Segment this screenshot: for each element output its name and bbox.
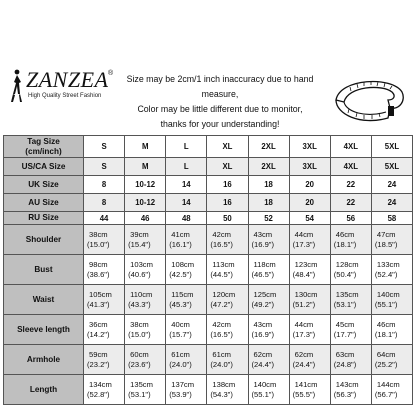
measurement-cell (166, 285, 207, 315)
cm-value: 36cm (89, 319, 108, 329)
cm-value: 110cm (130, 289, 153, 299)
size-cell: 52 (248, 212, 289, 225)
size-chart-table (3, 135, 413, 405)
cm-value: 44cm (294, 319, 314, 329)
measurement-cell (248, 285, 289, 315)
size-cell: XL (207, 158, 248, 176)
cm-value: 43cm (253, 229, 273, 239)
measurement-cell (330, 345, 371, 375)
cm-value: 64cm (376, 349, 396, 359)
size-cell: 2XL (248, 136, 289, 158)
brand-logo (8, 68, 118, 108)
inch-value: (54.3") (210, 389, 233, 399)
measurement-cell (84, 255, 125, 285)
measurement-row (4, 345, 413, 375)
measurement-cell (371, 225, 412, 255)
measurement-notice (116, 72, 324, 132)
inch-value: (24.4") (292, 359, 316, 369)
size-conversion-rows (4, 136, 413, 225)
measurement-cell (166, 255, 207, 285)
measurement-cell (207, 255, 248, 285)
inch-value: (17.3") (292, 239, 316, 249)
cm-value: 120cm (212, 289, 236, 299)
cm-value: 134cm (89, 379, 112, 389)
fashion-model-icon (8, 68, 24, 104)
measurement-cell (207, 315, 248, 345)
inch-value: (45.3") (169, 299, 192, 309)
size-cell: M (125, 136, 166, 158)
size-cell: 24 (371, 176, 412, 194)
measurement-cell (371, 345, 412, 375)
size-cell: 56 (330, 212, 371, 225)
inch-value: (24.0") (210, 359, 233, 369)
cm-value: 98cm (89, 259, 108, 269)
measurement-cell (371, 255, 412, 285)
inch-value: (41.3") (87, 299, 110, 309)
inch-value: (50.4") (333, 269, 357, 279)
row-label: Sleeve length (4, 315, 84, 345)
measurement-row (4, 375, 413, 405)
cm-value: 118cm (253, 259, 276, 269)
row-label: Armhole (4, 345, 84, 375)
cm-value: 63cm (335, 349, 355, 359)
measurement-cell (125, 375, 166, 405)
measuring-tape-icon (330, 70, 410, 130)
size-cell: 44 (84, 212, 125, 225)
cm-value: 46cm (376, 319, 396, 329)
cm-value: 130cm (294, 289, 318, 299)
row-label: UK Size (4, 176, 84, 194)
notice-line: Color may be little different due to monitor, (137, 104, 303, 114)
measurement-cell (289, 285, 330, 315)
cm-value: 133cm (376, 259, 400, 269)
inch-value: (16.1") (169, 239, 192, 249)
row-label: Length (4, 375, 84, 405)
measurement-cell (371, 375, 412, 405)
inch-value: (15.4") (128, 239, 151, 249)
size-cell: 4XL (330, 136, 371, 158)
size-cell: L (166, 136, 207, 158)
size-row (4, 212, 413, 225)
cm-value: 135cm (335, 289, 359, 299)
size-row (4, 194, 413, 212)
size-cell: 24 (371, 194, 412, 212)
cm-value: 140cm (376, 289, 400, 299)
inch-value: (16.9") (251, 239, 275, 249)
size-cell: 10-12 (125, 176, 166, 194)
size-cell: 5XL (371, 158, 412, 176)
size-cell: 48 (166, 212, 207, 225)
measurement-row (4, 285, 413, 315)
size-cell: 14 (166, 194, 207, 212)
measurement-cell (330, 255, 371, 285)
cm-value: 42cm (212, 229, 231, 239)
cm-value: 41cm (171, 229, 190, 239)
cm-value: 43cm (253, 319, 273, 329)
inch-value: (53.9") (169, 389, 192, 399)
cm-value: 103cm (130, 259, 153, 269)
measurement-cell (166, 225, 207, 255)
cm-value: 108cm (171, 259, 195, 269)
measurement-cell (125, 345, 166, 375)
inch-value: (15.0") (128, 329, 151, 339)
cm-value: 42cm (212, 319, 231, 329)
measurement-cell (207, 225, 248, 255)
size-cell: L (166, 158, 207, 176)
cm-value: 44cm (294, 229, 314, 239)
measurement-cell (207, 345, 248, 375)
inch-value: (42.5") (169, 269, 192, 279)
inch-value: (49.2") (251, 299, 275, 309)
inch-value: (55.1") (374, 299, 398, 309)
row-label: Shoulder (4, 225, 84, 255)
row-label: Waist (4, 285, 84, 315)
size-cell: 58 (371, 212, 412, 225)
notice-line: Size may be 2cm/1 inch inaccuracy due to hand measure, (126, 74, 314, 99)
cm-value: 61cm (212, 349, 231, 359)
row-label: AU Size (4, 194, 84, 212)
inch-value: (48.4") (292, 269, 316, 279)
measurement-cell (289, 345, 330, 375)
inch-value: (18.5") (374, 239, 398, 249)
cm-value: 60cm (130, 349, 149, 359)
measurement-cell (248, 375, 289, 405)
size-cell: S (84, 136, 125, 158)
measurement-cell (125, 315, 166, 345)
measurement-cell (125, 285, 166, 315)
inch-value: (18.1") (333, 239, 357, 249)
measurement-cell (289, 315, 330, 345)
cm-value: 38cm (130, 319, 149, 329)
measurement-cell (166, 345, 207, 375)
row-label: US/CA Size (4, 158, 84, 176)
measurement-cell (84, 375, 125, 405)
size-cell: 20 (289, 194, 330, 212)
measurement-cell (84, 225, 125, 255)
row-label: RU Size (4, 212, 84, 225)
inch-value: (23.2") (87, 359, 110, 369)
measurement-cell (289, 375, 330, 405)
inch-value: (56.7") (374, 389, 398, 399)
size-cell: 22 (330, 194, 371, 212)
inch-value: (18.1") (374, 329, 398, 339)
measurement-cell (84, 285, 125, 315)
measurement-cell (166, 315, 207, 345)
size-cell: 46 (125, 212, 166, 225)
inch-value: (52.8") (87, 389, 110, 399)
measurement-cell (330, 375, 371, 405)
size-cell: 18 (248, 194, 289, 212)
registered-mark: ® (108, 70, 114, 77)
size-cell: 18 (248, 176, 289, 194)
measurement-cell (207, 285, 248, 315)
inch-value: (23.6") (128, 359, 151, 369)
measurement-cell (248, 225, 289, 255)
inch-value: (53.1") (128, 389, 151, 399)
measurement-cell (125, 225, 166, 255)
size-cell: 20 (289, 176, 330, 194)
cm-value: 62cm (253, 349, 273, 359)
inch-value: (56.3") (333, 389, 357, 399)
inch-value: (25.2") (374, 359, 398, 369)
size-cell: 16 (207, 194, 248, 212)
cm-value: 40cm (171, 319, 190, 329)
size-cell: XL (207, 136, 248, 158)
size-cell: S (84, 158, 125, 176)
inch-value: (52.4") (374, 269, 398, 279)
inch-value: (55.5") (292, 389, 316, 399)
size-cell: 8 (84, 194, 125, 212)
inch-value: (17.3") (292, 329, 316, 339)
inch-value: (15.7") (169, 329, 192, 339)
cm-value: 38cm (89, 229, 108, 239)
size-cell: 3XL (289, 136, 330, 158)
inch-value: (24.4") (251, 359, 275, 369)
measurement-cell (371, 285, 412, 315)
inch-value: (53.1") (333, 299, 357, 309)
inch-value: (46.5") (251, 269, 275, 279)
cm-value: 138cm (212, 379, 236, 389)
inch-value: (44.5") (210, 269, 233, 279)
measurement-cell (289, 225, 330, 255)
size-cell: 22 (330, 176, 371, 194)
inch-value: (38.6") (87, 269, 110, 279)
measurement-cell (248, 315, 289, 345)
size-cell: 3XL (289, 158, 330, 176)
measurement-cell (289, 255, 330, 285)
cm-value: 141cm (294, 379, 318, 389)
cm-value: 61cm (171, 349, 190, 359)
cm-value: 115cm (171, 289, 194, 299)
inch-value: (51.2") (292, 299, 316, 309)
measurement-cell (84, 315, 125, 345)
measurement-cell (330, 315, 371, 345)
measurement-cell (330, 225, 371, 255)
row-label: Tag Size (cm/inch) (4, 136, 84, 158)
brand-tagline: High Quality Street Fashion (28, 93, 102, 99)
cm-value: 47cm (376, 229, 396, 239)
inch-value: (47.2") (210, 299, 233, 309)
row-label: Bust (4, 255, 84, 285)
measurement-rows (4, 225, 413, 405)
size-cell: 8 (84, 176, 125, 194)
size-row (4, 176, 413, 194)
measurement-row (4, 255, 413, 285)
size-chart-header (0, 0, 416, 130)
cm-value: 135cm (130, 379, 153, 389)
cm-value: 105cm (89, 289, 112, 299)
inch-value: (14.2") (87, 329, 110, 339)
notice-line: thanks for your understanding! (160, 119, 280, 129)
measurement-cell (84, 345, 125, 375)
inch-value: (55.1") (251, 389, 275, 399)
inch-value: (43.3") (128, 299, 151, 309)
size-row (4, 136, 413, 158)
size-cell: 50 (207, 212, 248, 225)
cm-value: 140cm (253, 379, 277, 389)
measurement-cell (248, 255, 289, 285)
size-cell: M (125, 158, 166, 176)
size-cell: 4XL (330, 158, 371, 176)
size-row (4, 158, 413, 176)
cm-value: 113cm (212, 259, 235, 269)
inch-value: (24.8") (333, 359, 357, 369)
cm-value: 39cm (130, 229, 149, 239)
inch-value: (16.9") (251, 329, 275, 339)
cm-value: 46cm (335, 229, 355, 239)
measurement-cell (125, 255, 166, 285)
measurement-row (4, 315, 413, 345)
cm-value: 62cm (294, 349, 314, 359)
inch-value: (40.6") (128, 269, 151, 279)
measurement-cell (248, 345, 289, 375)
measurement-cell (207, 375, 248, 405)
measurement-cell (371, 315, 412, 345)
inch-value: (24.0") (169, 359, 192, 369)
cm-value: 144cm (376, 379, 400, 389)
inch-value: (16.5") (210, 329, 233, 339)
cm-value: 123cm (294, 259, 318, 269)
brand-name: ZANZEA (26, 67, 109, 92)
size-cell: 5XL (371, 136, 412, 158)
size-cell: 54 (289, 212, 330, 225)
measurement-row (4, 225, 413, 255)
size-cell: 2XL (248, 158, 289, 176)
cm-value: 45cm (335, 319, 355, 329)
inch-value: (15.0") (87, 239, 110, 249)
measurement-cell (330, 285, 371, 315)
size-cell: 16 (207, 176, 248, 194)
cm-value: 59cm (89, 349, 108, 359)
cm-value: 137cm (171, 379, 195, 389)
size-cell: 10-12 (125, 194, 166, 212)
measurement-cell (166, 375, 207, 405)
inch-value: (16.5") (210, 239, 233, 249)
size-cell: 14 (166, 176, 207, 194)
cm-value: 128cm (335, 259, 359, 269)
cm-value: 143cm (335, 379, 359, 389)
inch-value: (17.7") (333, 329, 357, 339)
cm-value: 125cm (253, 289, 277, 299)
